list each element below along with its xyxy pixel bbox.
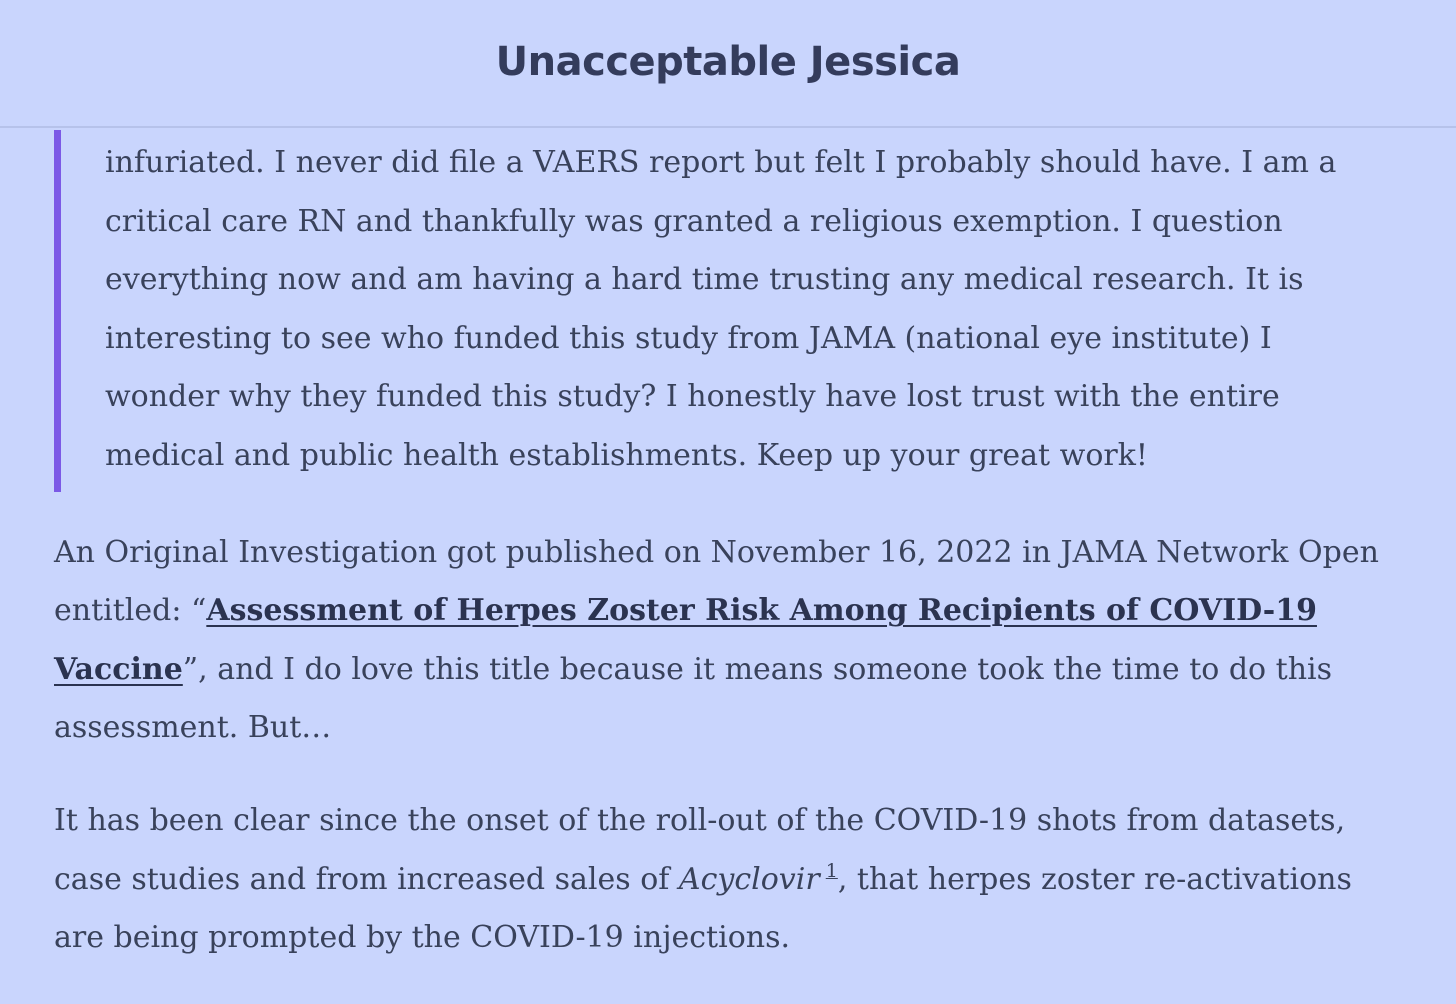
footnote-link[interactable]: 1 [825, 859, 838, 882]
reader-comment-quote [54, 130, 1394, 492]
paragraph-acyclovir [54, 792, 1394, 968]
footnote-marker [820, 860, 838, 882]
paragraph-text: ”, and I do love this title because it means someone took the time to do this assessment. But… [54, 651, 1333, 746]
site-title[interactable]: Unacceptable Jessica [495, 39, 961, 85]
article-body [54, 130, 1394, 968]
paragraph-study-intro [54, 524, 1394, 758]
paragraph-text: It has been clear since the onset of the roll-out of the COVID-19 shots from datasets, case studies and from increased sales of [54, 802, 1346, 897]
paragraph-text: , that herpes zoster re-activations are being prompted by the COVID-19 injections. [54, 861, 1352, 956]
study-title-link[interactable]: Assessment of Herpes Zoster Risk Among Recipients of COVID-19 Vaccine [54, 593, 1317, 687]
paragraph-text: An Original Investigation got published on November 16, 2022 in JAMA Network Open entitled: “ [54, 534, 1379, 629]
quote-text: infuriated. I never did file a VAERS report but felt I probably should have. I am a critical care RN and thankfully was granted a religious exemption. I question everything now and am having a hard time trusting any medical research. It is interesting to see who funded this study from JAMA (national eye institute) I wonder why they funded this study? I honestly have lost trust with the entire medical and public health establishments. Keep up your great work! [105, 145, 1337, 473]
site-header [0, 0, 1456, 128]
drug-name: Acyclovir [678, 861, 820, 897]
